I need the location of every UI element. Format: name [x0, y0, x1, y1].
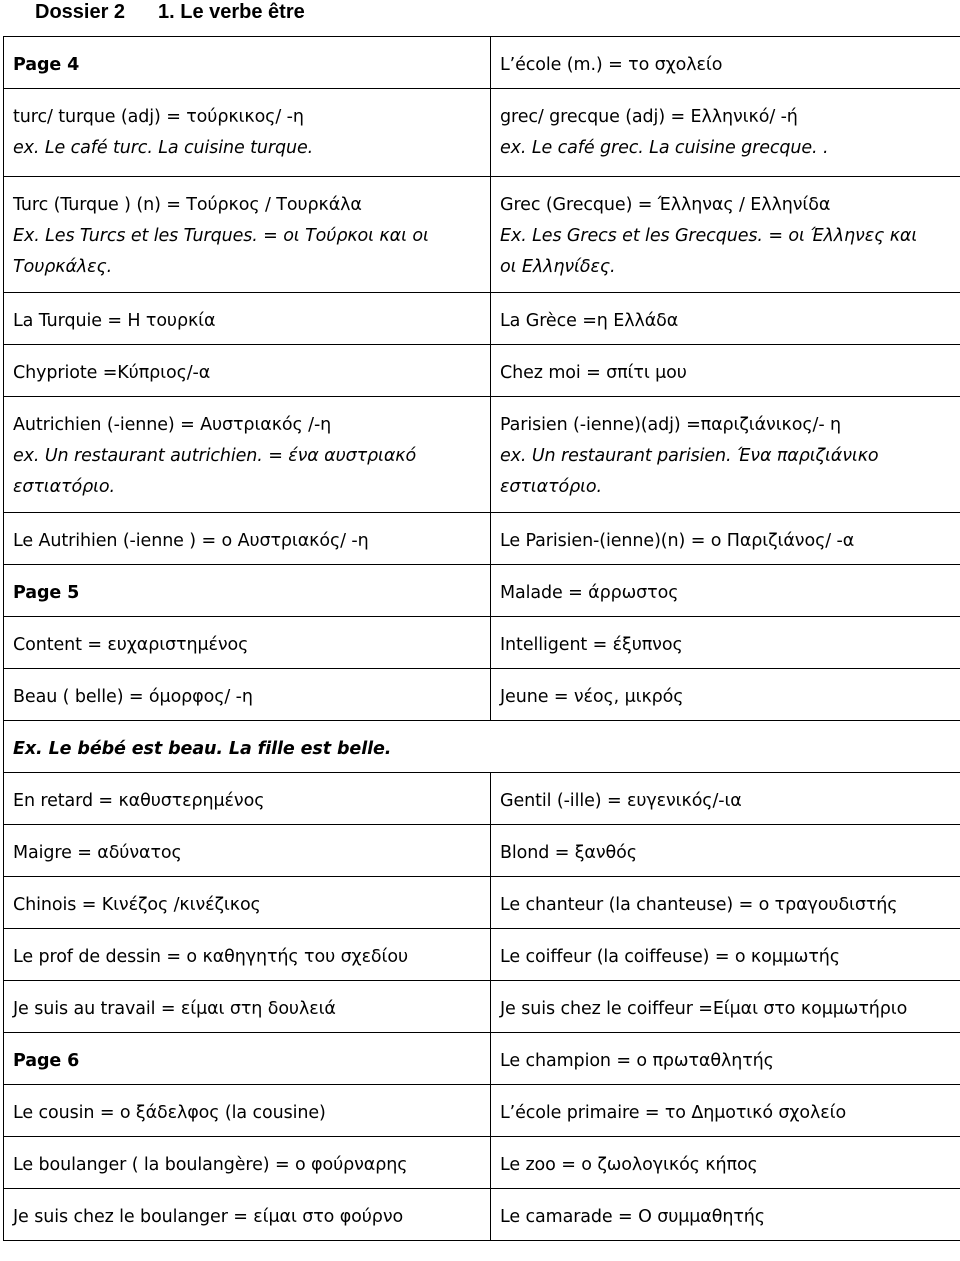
left-cell — [4, 177, 491, 293]
left-cell — [4, 877, 491, 929]
example-text: οι Ελληνίδες. — [500, 257, 616, 277]
example-text: ex. Le café turc. La cuisine turque. — [13, 138, 314, 158]
right-cell — [491, 1085, 960, 1137]
left-cell — [4, 1189, 491, 1241]
example-sentence-cell: Ex. Le bébé est beau. La fille est belle. — [4, 721, 960, 773]
left-cell — [4, 89, 491, 177]
right-cell — [491, 825, 960, 877]
table-row — [4, 721, 960, 773]
table-row — [4, 1085, 960, 1137]
left-cell — [4, 565, 491, 617]
right-cell — [491, 981, 960, 1033]
table-row — [4, 397, 960, 513]
left-cell — [4, 981, 491, 1033]
right-cell — [491, 1137, 960, 1189]
left-cell — [4, 1033, 491, 1085]
right-cell — [491, 617, 960, 669]
vocab-entry: Le coiffeur (la coiffeuse) = ο κομμωτής — [500, 947, 840, 967]
left-cell — [4, 37, 491, 89]
left-cell — [4, 929, 491, 981]
right-cell — [491, 773, 960, 825]
table-row — [4, 513, 960, 565]
table-row — [4, 669, 960, 721]
vocab-entry: Je suis chez le coiffeur =Είμαι στο κομμωτήριο — [500, 999, 908, 1019]
vocab-entry: La Turquie = Η τουρκία — [13, 311, 216, 331]
vocabulary-table-body — [4, 37, 960, 1241]
right-cell — [491, 565, 960, 617]
vocab-entry: Chez moi = σπίτι μου — [500, 363, 687, 383]
example-text: εστιατόριο. — [500, 477, 602, 497]
section-title: 1. Le verbe être — [158, 1, 305, 23]
vocab-entry: Je suis chez le boulanger = είμαι στο φούρνο — [13, 1207, 404, 1227]
left-cell — [4, 345, 491, 397]
example-text: εστιατόριο. — [13, 477, 115, 497]
vocab-entry: Jeune = νέος, μικρός — [500, 687, 684, 707]
vocab-entry: Grec (Grecque) = Έλληνας / Ελληνίδα — [500, 195, 831, 215]
left-cell — [4, 617, 491, 669]
table-row — [4, 981, 960, 1033]
left-cell — [4, 1085, 491, 1137]
vocab-entry: Malade = άρρωστος — [500, 583, 679, 603]
vocab-entry: Turc (Turque ) (n) = Τούρκος / Τουρκάλα — [13, 195, 362, 215]
vocab-entry: Parisien (-ienne)(adj) =παριζιάνικος/- η — [500, 415, 842, 435]
vocab-entry: Intelligent = έξυπνος — [500, 635, 683, 655]
right-cell — [491, 37, 960, 89]
right-cell — [491, 669, 960, 721]
vocab-entry: Le cousin = ο ξάδελφος (la cousine) — [13, 1103, 326, 1123]
page-label: Page 5 — [13, 583, 80, 603]
vocab-entry: L’école (m.) = το σχολείο — [500, 55, 723, 75]
vocabulary-table — [3, 36, 960, 1241]
vocab-entry: Le boulanger ( la boulangère) = ο φούρναρης — [13, 1155, 408, 1175]
example-text: ex. Un restaurant parisien. Ένα παριζιάνικο — [500, 446, 879, 466]
right-cell — [491, 929, 960, 981]
table-row — [4, 773, 960, 825]
page-label: Page 4 — [13, 55, 80, 75]
table-row — [4, 929, 960, 981]
vocab-entry: turc/ turque (adj) = τούρκικος/ -η — [13, 107, 304, 127]
vocab-entry: Gentil (-ille) = ευγενικός/-ια — [500, 791, 742, 811]
table-row — [4, 177, 960, 293]
table-row — [4, 1033, 960, 1085]
vocab-entry: Beau ( belle) = όμορφος/ -η — [13, 687, 253, 707]
right-cell — [491, 293, 960, 345]
table-row — [4, 1137, 960, 1189]
table-row — [4, 293, 960, 345]
vocab-entry: Chypriote =Κύπριος/-α — [13, 363, 211, 383]
document-header — [0, 0, 960, 30]
vocab-entry: Je suis au travail = είμαι στη δουλειά — [13, 999, 336, 1019]
dossier-label: Dossier 2 — [35, 1, 126, 23]
vocab-entry: Le Autrihien (-ienne ) = ο Αυστριακός/ -η — [13, 531, 369, 551]
left-cell — [4, 773, 491, 825]
right-cell — [491, 177, 960, 293]
vocab-entry: La Grèce =η Ελλάδα — [500, 311, 679, 331]
vocab-entry: Le prof de dessin = ο καθηγητής του σχεδίου — [13, 947, 408, 967]
right-cell — [491, 397, 960, 513]
vocab-entry: Le Parisien-(ienne)(n) = ο Παριζιάνος/ -α — [500, 531, 855, 551]
vocab-entry: Blond = ξανθός — [500, 843, 637, 863]
vocab-entry: En retard = καθυστερημένος — [13, 791, 265, 811]
table-row — [4, 825, 960, 877]
vocab-entry: Autrichien (-ienne) = Αυστριακός /-η — [13, 415, 332, 435]
example-text: Ex. Les Turcs et les Turques. = οι Τούρκοι και οι — [13, 226, 429, 246]
right-cell — [491, 345, 960, 397]
right-cell — [491, 877, 960, 929]
right-cell — [491, 89, 960, 177]
table-row — [4, 617, 960, 669]
left-cell — [4, 825, 491, 877]
vocab-entry: Le zoo = ο ζωολογικός κήπος — [500, 1155, 758, 1175]
vocab-entry: Le champion = ο πρωταθλητής — [500, 1051, 774, 1071]
example-text: Ex. Les Grecs et les Grecques. = οι Έλληνες και — [500, 226, 918, 246]
example-text: Τουρκάλες. — [13, 257, 113, 277]
vocab-entry: Content = ευχαριστημένος — [13, 635, 249, 655]
right-cell — [491, 513, 960, 565]
vocab-entry: Le chanteur (la chanteuse) = ο τραγουδιστής — [500, 895, 898, 915]
left-cell — [4, 293, 491, 345]
table-row — [4, 37, 960, 89]
table-row — [4, 89, 960, 177]
right-cell — [491, 1033, 960, 1085]
vocab-entry: L’école primaire = το Δημοτικό σχολείο — [500, 1103, 847, 1123]
table-row — [4, 877, 960, 929]
example-text: ex. Un restaurant autrichien. = ένα αυστριακό — [13, 446, 417, 466]
table-row — [4, 565, 960, 617]
right-cell — [491, 1189, 960, 1241]
example-text: ex. Le café grec. La cuisine grecque. . — [500, 138, 829, 158]
vocab-entry: Le camarade = Ο συμμαθητής — [500, 1207, 765, 1227]
vocab-entry: grec/ grecque (adj) = Ελληνικό/ -ή — [500, 107, 798, 127]
vocab-entry: Maigre = αδύνατος — [13, 843, 182, 863]
left-cell — [4, 1137, 491, 1189]
left-cell — [4, 669, 491, 721]
left-cell — [4, 397, 491, 513]
table-row — [4, 1189, 960, 1241]
left-cell — [4, 513, 491, 565]
vocab-entry: Chinois = Κινέζος /κινέζικος — [13, 895, 261, 915]
page-label: Page 6 — [13, 1051, 80, 1071]
table-row — [4, 345, 960, 397]
